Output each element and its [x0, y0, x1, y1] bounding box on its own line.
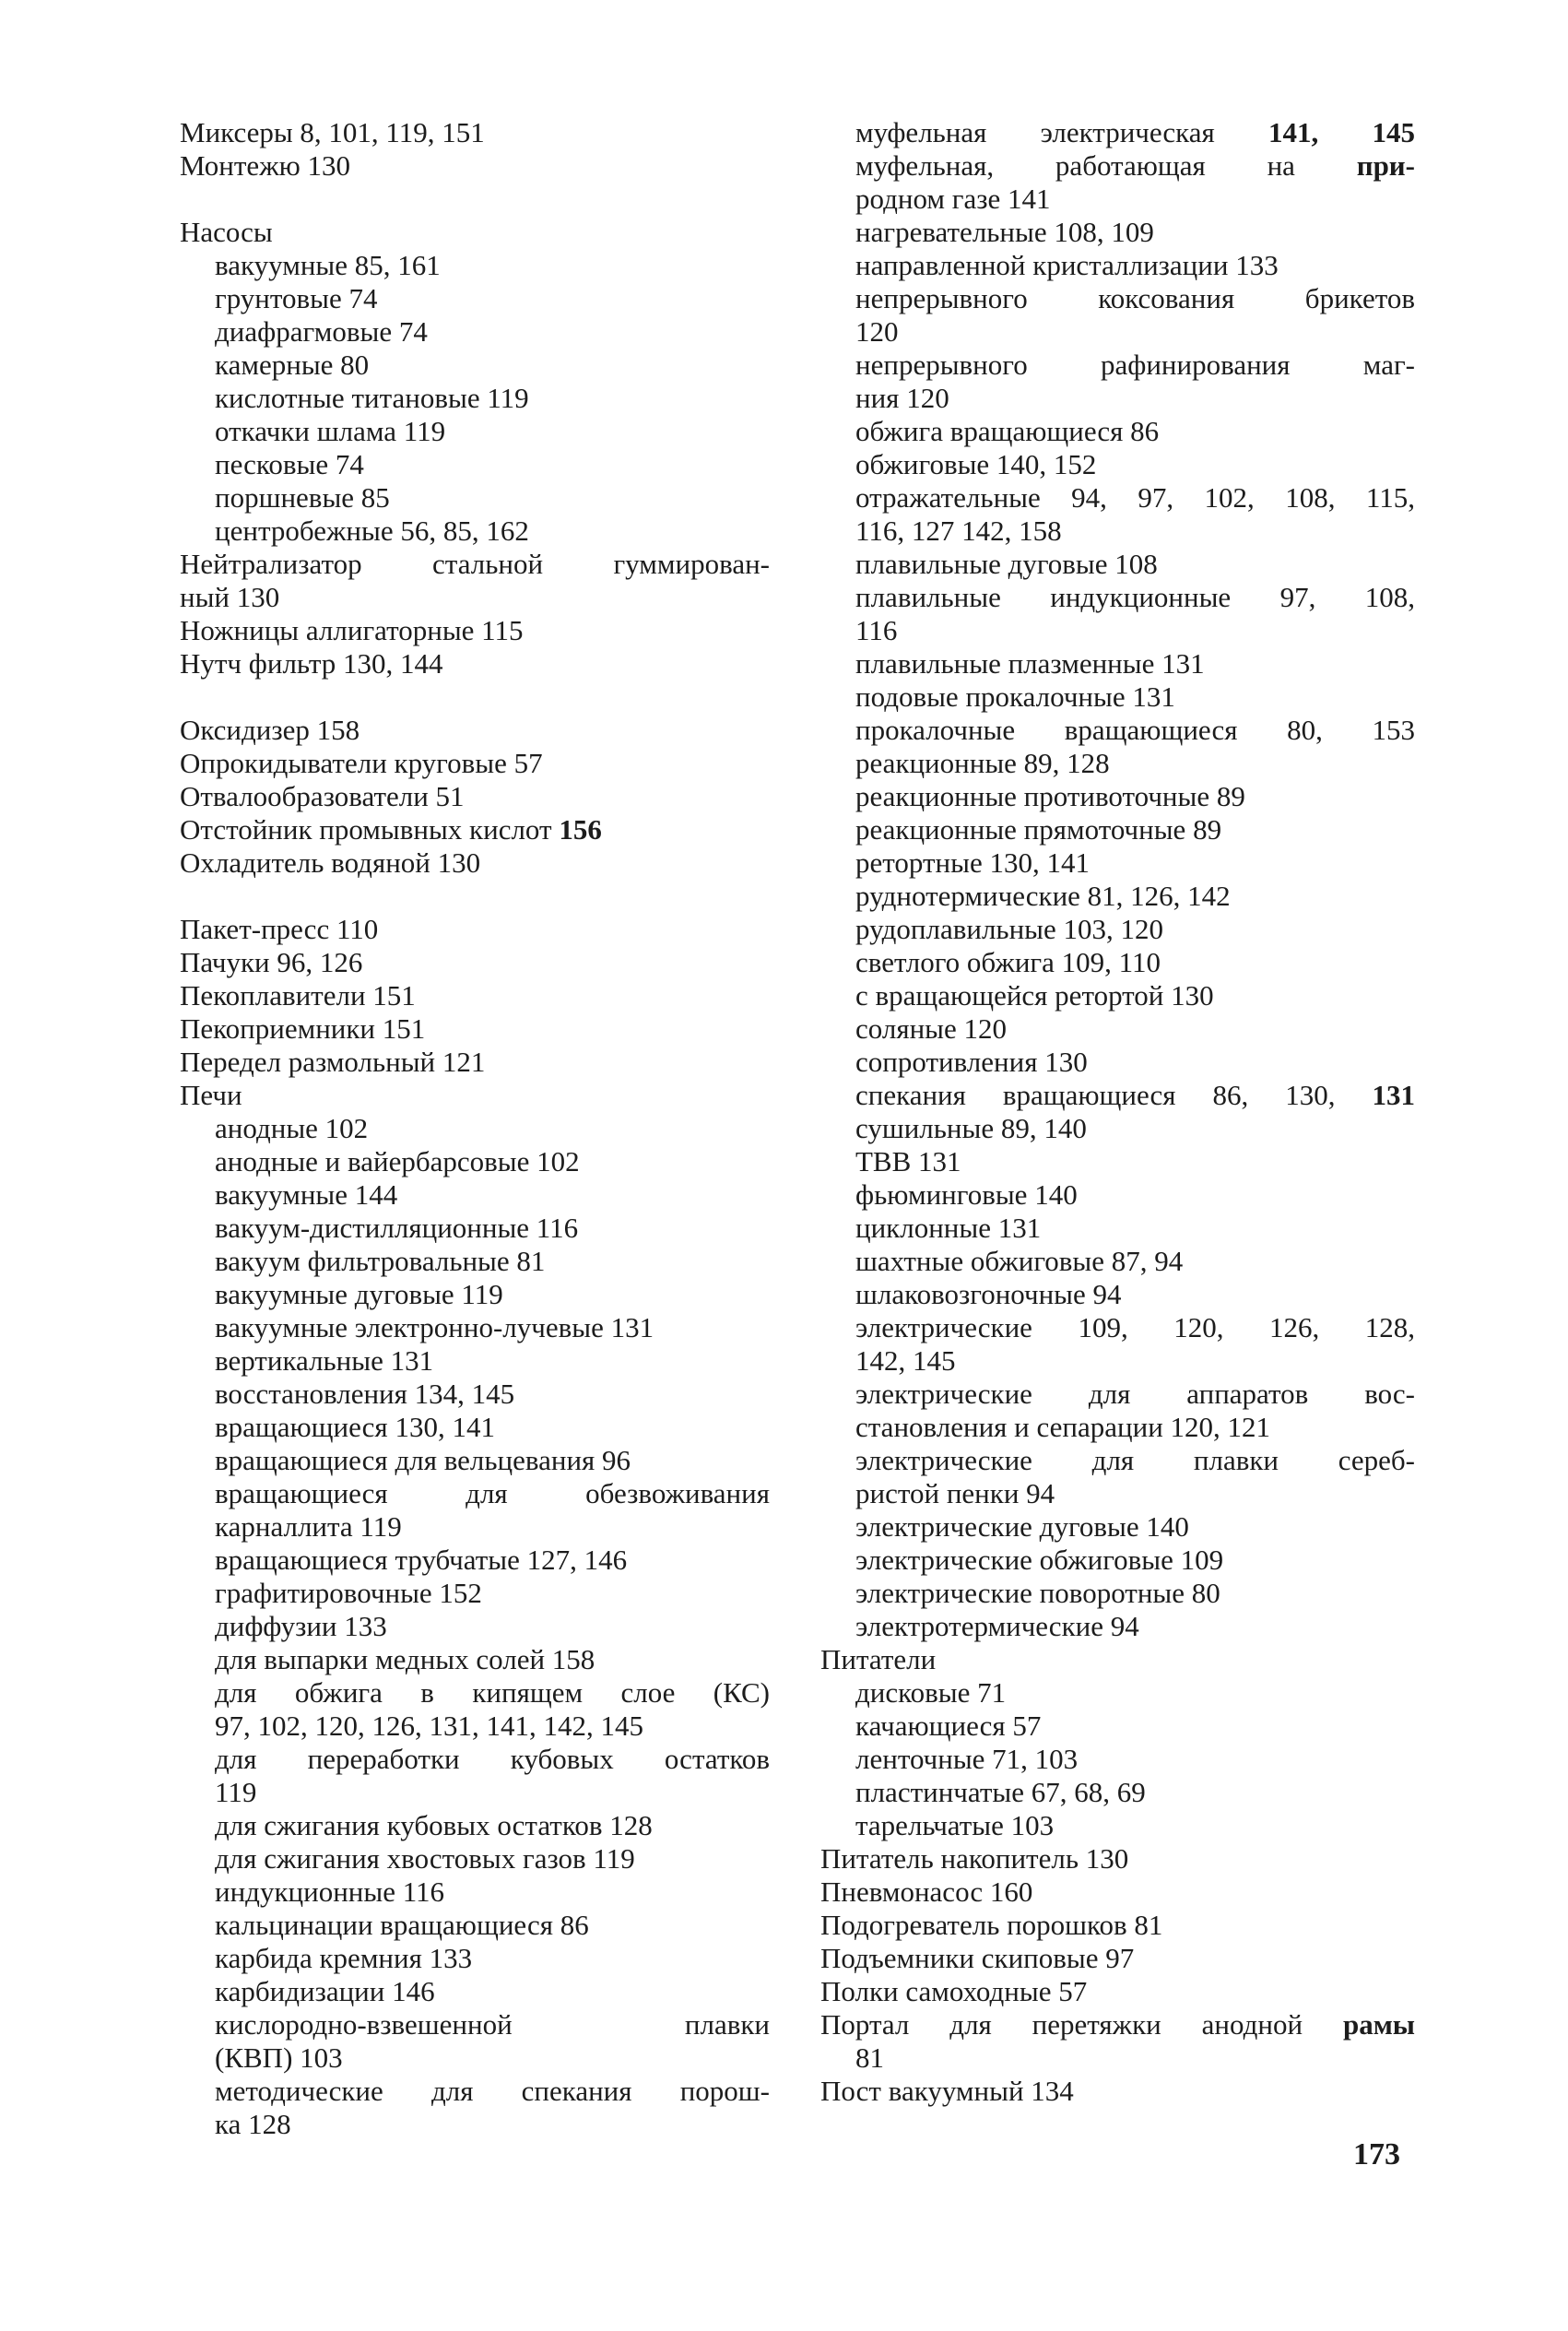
- index-subentry: [180, 1444, 770, 1477]
- entry-text: светлого обжига 109, 110: [855, 946, 1161, 978]
- index-subentry: [180, 1909, 770, 1942]
- entry-text: диффузии 133: [215, 1610, 387, 1642]
- entry-text: ленточные 71, 103: [855, 1743, 1079, 1775]
- index-subentry: [180, 515, 770, 548]
- index-subentry: [180, 1145, 770, 1178]
- entry-text: прокалочные вращающиеся 80, 153: [855, 714, 1415, 746]
- entry-text: для переработки кубовых остатков: [215, 1743, 770, 1775]
- entry-text: методические для спекания порош-: [215, 2075, 770, 2107]
- index-subentry: [820, 680, 1415, 714]
- index-subentry: [820, 1809, 1415, 1842]
- entry-text: Нейтрализатор стальной гуммирован-: [180, 548, 770, 580]
- index-subentry: [820, 1278, 1415, 1311]
- entry-text: дисковые 71: [855, 1676, 1007, 1709]
- index-column-right: [820, 116, 1415, 2108]
- entry-text: карналлита 119: [215, 1510, 402, 1543]
- index-entry: [180, 846, 770, 880]
- index-subentry: [820, 1079, 1415, 1112]
- entry-text: Полки самоходные 57: [820, 1975, 1088, 2007]
- index-subentry: [820, 714, 1415, 747]
- section-gap: [180, 880, 770, 913]
- index-entry: [820, 1975, 1415, 2008]
- index-subentry: [820, 1743, 1415, 1776]
- index-subentry: [820, 1178, 1415, 1212]
- entry-text: 120: [855, 315, 899, 348]
- entry-text: Ножницы аллигаторные 115: [180, 614, 524, 646]
- index-subentry: [820, 2041, 1415, 2075]
- index-subentry: [180, 1178, 770, 1212]
- index-subentry: [180, 1577, 770, 1610]
- index-subentry: [180, 1378, 770, 1411]
- entry-text: Питатели: [820, 1643, 937, 1675]
- index-subentry: [820, 481, 1415, 515]
- index-subentry: [820, 581, 1415, 614]
- page-number: 173: [1353, 2137, 1400, 2171]
- index-entry: [820, 1909, 1415, 1942]
- index-subentry: [180, 349, 770, 382]
- index-subentry: [820, 1477, 1415, 1510]
- entry-text: восстановления 134, 145: [215, 1378, 515, 1410]
- index-subentry: [820, 315, 1415, 349]
- entry-text: откачки шлама 119: [215, 415, 446, 447]
- entry-text: 119: [215, 1776, 257, 1808]
- index-entry: [180, 647, 770, 680]
- entry-text: плавильные индукционные 97, 108,: [855, 581, 1415, 613]
- index-subentry: [180, 1743, 770, 1776]
- index-subentry: [180, 1411, 770, 1444]
- index-subentry: [820, 1012, 1415, 1046]
- index-subentry: [180, 1809, 770, 1842]
- index-subentry: [180, 1344, 770, 1378]
- entry-text: сопротивления 130: [855, 1046, 1088, 1078]
- entry-text: муфельная электрическая: [855, 116, 1215, 148]
- entry-text: подовые прокалочные 131: [855, 680, 1175, 713]
- entry-text: вращающиеся для обезвоживания: [215, 1477, 770, 1509]
- index-entry: [180, 116, 770, 149]
- entry-text: вращающиеся трубчатые 127, 146: [215, 1544, 628, 1576]
- entry-text: для сжигания кубовых остатков 128: [215, 1809, 653, 1841]
- index-entry: [820, 2008, 1415, 2041]
- entry-text: Пакет-пресс 110: [180, 913, 379, 945]
- index-entry: [180, 216, 770, 249]
- index-subentry: [180, 1875, 770, 1909]
- index-subentry: [820, 249, 1415, 282]
- index-subentry: [820, 946, 1415, 979]
- index-subentry: [820, 1676, 1415, 1710]
- entry-text: циклонные 131: [855, 1212, 1042, 1244]
- entry-text: родном газе 141: [855, 183, 1051, 215]
- entry-text: индукционные 116: [215, 1875, 445, 1908]
- entry-text: обжига вращающиеся 86: [855, 415, 1160, 447]
- index-subentry: [820, 1544, 1415, 1577]
- entry-text: Подогреватель порошков 81: [820, 1909, 1163, 1941]
- entry-text: вакуумные электронно-лучевые 131: [215, 1311, 654, 1343]
- index-subentry: [180, 448, 770, 481]
- entry-text: Портал для перетяжки анодной: [820, 2008, 1303, 2041]
- index-subentry: [180, 1975, 770, 2008]
- index-subentry: [820, 813, 1415, 846]
- index-subentry: [180, 382, 770, 415]
- index-subentry: [180, 1942, 770, 1975]
- entry-text: Подъемники скиповые 97: [820, 1942, 1135, 1974]
- entry-text: электрические для аппаратов вос-: [855, 1378, 1415, 1410]
- entry-text: для выпарки медных солей 158: [215, 1643, 595, 1675]
- index-subentry: [180, 282, 770, 315]
- index-subentry: [820, 1577, 1415, 1610]
- index-subentry: [180, 1112, 770, 1145]
- entry-text: ТВВ 131: [855, 1145, 961, 1177]
- index-entry: [820, 2075, 1415, 2108]
- entry-text: Пневмонасос 160: [820, 1875, 1033, 1908]
- entry-text: непрерывного рафинирования маг-: [855, 349, 1415, 381]
- entry-text: кислотные титановые 119: [215, 382, 529, 414]
- entry-text: электрические обжиговые 109: [855, 1544, 1224, 1576]
- index-subentry: [820, 1776, 1415, 1809]
- index-entry: [180, 1046, 770, 1079]
- index-subentry: [820, 647, 1415, 680]
- entry-text: Опрокидыватели круговые 57: [180, 747, 543, 779]
- index-subentry: [180, 1710, 770, 1743]
- entry-text: центробежные 56, 85, 162: [215, 515, 529, 547]
- entry-text: реакционные противоточные 89: [855, 780, 1245, 812]
- entry-text: Пекоплавители 151: [180, 979, 416, 1012]
- index-entry: [180, 714, 770, 747]
- entry-text: становления и сепарации 120, 121: [855, 1411, 1271, 1443]
- index-entry: [820, 1942, 1415, 1975]
- index-subentry: [820, 1610, 1415, 1643]
- entry-text: сушильные 89, 140: [855, 1112, 1087, 1144]
- index-subentry: [180, 2108, 770, 2141]
- entry-text: Миксеры 8, 101, 119, 151: [180, 116, 485, 148]
- index-subentry: [180, 2075, 770, 2108]
- entry-text: муфельная, работающая на: [855, 149, 1295, 182]
- entry-bold-page: 156: [559, 813, 602, 846]
- index-subentry: [820, 448, 1415, 481]
- entry-text: отражательные 94, 97, 102, 108, 115,: [855, 481, 1415, 514]
- index-subentry: [180, 2008, 770, 2041]
- index-subentry: [180, 415, 770, 448]
- entry-text: грунтовые 74: [215, 282, 378, 314]
- entry-text: руднотермические 81, 126, 142: [855, 880, 1231, 912]
- entry-text: ния 120: [855, 382, 949, 414]
- index-entry: [180, 913, 770, 946]
- entry-text: плавильные плазменные 131: [855, 647, 1205, 680]
- index-subentry: [820, 1510, 1415, 1544]
- entry-text: спекания вращающиеся 86, 130,: [855, 1079, 1336, 1111]
- entry-text: фьюминговые 140: [855, 1178, 1078, 1211]
- entry-text: Оксидизер 158: [180, 714, 360, 746]
- section-gap: [180, 680, 770, 714]
- index-subentry: [820, 1046, 1415, 1079]
- index-subentry: [820, 149, 1415, 183]
- entry-text: Охладитель водяной 130: [180, 846, 481, 879]
- index-subentry: [180, 1278, 770, 1311]
- index-subentry: [180, 1212, 770, 1245]
- index-subentry: [820, 1344, 1415, 1378]
- entry-text: вакуум-дистилляционные 116: [215, 1212, 579, 1244]
- entry-text: диафрагмовые 74: [215, 315, 428, 348]
- index-column-left: [180, 116, 770, 2141]
- entry-text: шахтные обжиговые 87, 94: [855, 1245, 1184, 1277]
- entry-text: вертикальные 131: [215, 1344, 434, 1377]
- entry-text: качающиеся 57: [855, 1710, 1042, 1742]
- entry-text: Пост вакуумный 134: [820, 2075, 1074, 2107]
- index-subentry: [180, 315, 770, 349]
- index-subentry: [820, 1411, 1415, 1444]
- index-subentry: [820, 614, 1415, 647]
- entry-text: Передел размольный 121: [180, 1046, 486, 1078]
- index-subentry: [180, 2041, 770, 2075]
- entry-text: ка 128: [215, 2108, 291, 2140]
- entry-text: Нутч фильтр 130, 144: [180, 647, 443, 680]
- entry-text: пластинчатые 67, 68, 69: [855, 1776, 1146, 1808]
- entry-text: ретортные 130, 141: [855, 846, 1090, 879]
- entry-text: Пекоприемники 151: [180, 1012, 426, 1045]
- index-entry: [180, 1012, 770, 1046]
- entry-text: карбидизации 146: [215, 1975, 435, 2007]
- entry-text: электрические поворотные 80: [855, 1577, 1220, 1609]
- entry-text: песковые 74: [215, 448, 364, 480]
- entry-text: Пачуки 96, 126: [180, 946, 363, 978]
- index-subentry: [820, 116, 1415, 149]
- entry-text: вращающиеся для вельцевания 96: [215, 1444, 631, 1476]
- index-subentry: [820, 1444, 1415, 1477]
- index-subentry: [180, 1842, 770, 1875]
- entry-text: нагревательные 108, 109: [855, 216, 1154, 248]
- index-entry: [180, 614, 770, 647]
- index-subentry: [820, 979, 1415, 1012]
- index-entry: [820, 1842, 1415, 1875]
- entry-text: рудоплавильные 103, 120: [855, 913, 1163, 945]
- index-subentry: [820, 1245, 1415, 1278]
- index-subentry: [180, 1477, 770, 1510]
- index-subentry: [180, 1245, 770, 1278]
- entry-bold-page: 131: [1372, 1079, 1415, 1111]
- index-subentry: [180, 481, 770, 515]
- entry-text: шлаковозгоночные 94: [855, 1278, 1122, 1310]
- entry-text: (КВП) 103: [215, 2041, 343, 2074]
- index-subentry: [820, 548, 1415, 581]
- entry-text: 116: [855, 614, 898, 646]
- index-subentry: [180, 1610, 770, 1643]
- entry-text: с вращающейся ретортой 130: [855, 979, 1214, 1012]
- entry-text: анодные и вайербарсовые 102: [215, 1145, 580, 1177]
- entry-text: электрические дуговые 140: [855, 1510, 1189, 1543]
- section-gap: [180, 183, 770, 216]
- entry-text: вакуумные дуговые 119: [215, 1278, 503, 1310]
- entry-text: обжиговые 140, 152: [855, 448, 1097, 480]
- entry-text: электротермические 94: [855, 1610, 1139, 1642]
- index-subentry: [820, 282, 1415, 315]
- entry-text: направленной кристаллизации 133: [855, 249, 1279, 281]
- entry-text: электрические для плавки сереб-: [855, 1444, 1415, 1476]
- index-entry: [180, 979, 770, 1012]
- entry-bold-page: рамы: [1342, 2008, 1415, 2041]
- entry-text: Насосы: [180, 216, 273, 248]
- index-subentry: [180, 1311, 770, 1344]
- entry-bold-page: при-: [1356, 149, 1415, 182]
- entry-text: вакуумные 144: [215, 1178, 398, 1211]
- index-subentry: [820, 349, 1415, 382]
- index-subentry: [820, 913, 1415, 946]
- index-entry: [820, 1643, 1415, 1676]
- entry-text: 81: [855, 2041, 884, 2074]
- entry-text: для обжига в кипящем слое (КС): [215, 1676, 770, 1709]
- entry-text: Монтежю 130: [180, 149, 351, 182]
- index-subentry: [180, 1510, 770, 1544]
- entry-text: 97, 102, 120, 126, 131, 141, 142, 145: [215, 1710, 643, 1742]
- index-subentry: [820, 415, 1415, 448]
- index-entry: [180, 747, 770, 780]
- index-subentry: [820, 1212, 1415, 1245]
- entry-text: соляные 120: [855, 1012, 1008, 1045]
- index-entry: [180, 548, 770, 581]
- index-subentry: [180, 1643, 770, 1676]
- index-entry: [820, 1875, 1415, 1909]
- index-entry: [180, 813, 770, 846]
- index-subentry: [820, 1710, 1415, 1743]
- entry-text: ный 130: [180, 581, 280, 613]
- index-subentry: [180, 1676, 770, 1710]
- index-subentry: [180, 249, 770, 282]
- index-subentry: [820, 1311, 1415, 1344]
- entry-text: тарельчатые 103: [855, 1809, 1055, 1841]
- entry-text: Питатель накопитель 130: [820, 1842, 1129, 1875]
- entry-text: 142, 145: [855, 1344, 956, 1377]
- index-subentry: [820, 846, 1415, 880]
- entry-text: электрические 109, 120, 126, 128,: [855, 1311, 1415, 1343]
- index-subentry: [820, 515, 1415, 548]
- index-subentry: [820, 747, 1415, 780]
- index-subentry: [820, 1145, 1415, 1178]
- entry-text: поршневые 85: [215, 481, 390, 514]
- index-subentry: [820, 216, 1415, 249]
- entry-text: реакционные 89, 128: [855, 747, 1110, 779]
- entry-text: Отстойник промывных кислот: [180, 813, 552, 846]
- index-subentry: [820, 1378, 1415, 1411]
- index-subentry: [820, 1112, 1415, 1145]
- entry-text: для сжигания хвостовых газов 119: [215, 1842, 635, 1875]
- entry-text: Отвалообразователи 51: [180, 780, 465, 812]
- entry-text: реакционные прямоточные 89: [855, 813, 1222, 846]
- index-entry: [180, 581, 770, 614]
- entry-text: непрерывного коксования брикетов: [855, 282, 1415, 314]
- entry-text: вращающиеся 130, 141: [215, 1411, 495, 1443]
- index-subentry: [820, 780, 1415, 813]
- entry-text: камерные 80: [215, 349, 370, 381]
- index-subentry: [180, 1544, 770, 1577]
- entry-text: ристой пенки 94: [855, 1477, 1055, 1509]
- entry-text: анодные 102: [215, 1112, 369, 1144]
- index-subentry: [820, 880, 1415, 913]
- index-entry: [180, 149, 770, 183]
- entry-text: вакуум фильтровальные 81: [215, 1245, 546, 1277]
- index-entry: [180, 780, 770, 813]
- entry-text: Печи: [180, 1079, 242, 1111]
- entry-text: плавильные дуговые 108: [855, 548, 1158, 580]
- entry-text: графитировочные 152: [215, 1577, 482, 1609]
- index-entry: [180, 946, 770, 979]
- entry-text: 116, 127 142, 158: [855, 515, 1062, 547]
- entry-text: вакуумные 85, 161: [215, 249, 441, 281]
- index-entry: [180, 1079, 770, 1112]
- entry-bold-page: 141, 145: [1268, 116, 1415, 148]
- entry-text: кислородно-взвешенной плавки: [215, 2008, 770, 2041]
- index-subentry: [820, 183, 1415, 216]
- index-subentry: [820, 382, 1415, 415]
- index-subentry: [180, 1776, 770, 1809]
- entry-text: карбида кремния 133: [215, 1942, 473, 1974]
- entry-text: кальцинации вращающиеся 86: [215, 1909, 589, 1941]
